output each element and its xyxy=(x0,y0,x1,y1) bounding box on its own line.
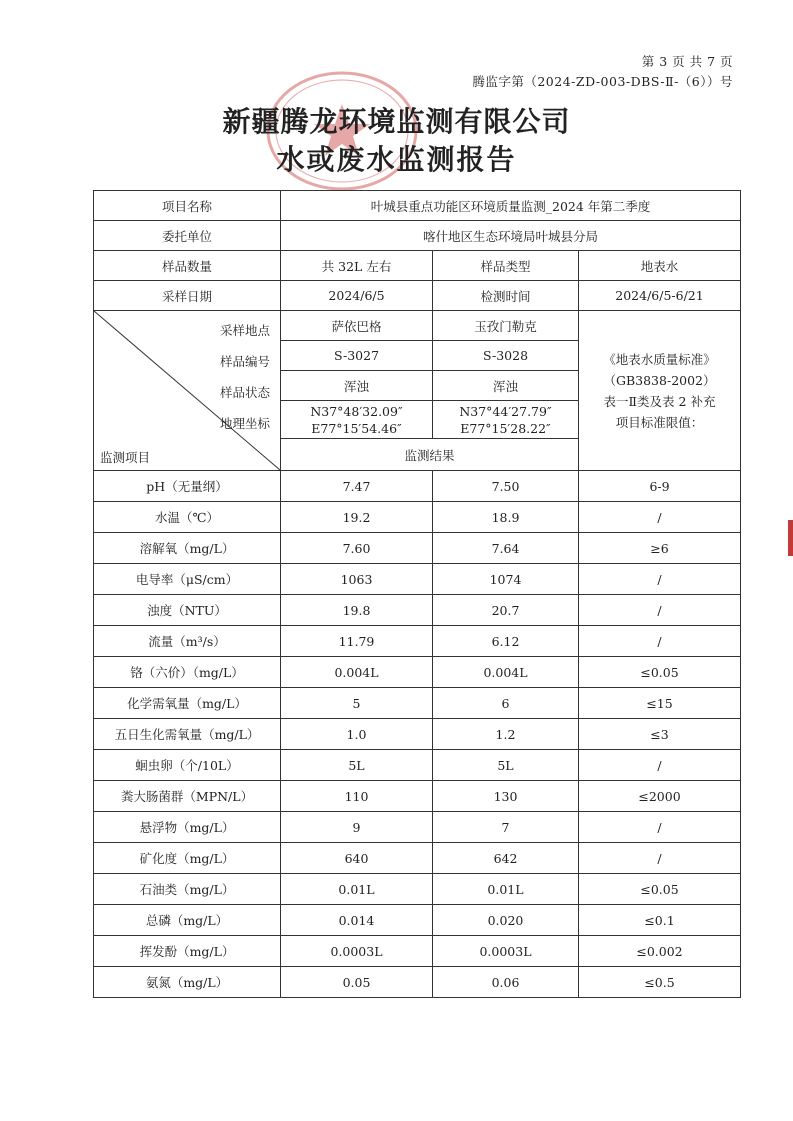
coordinate-label: 地理坐标 xyxy=(219,416,270,431)
site1-result: 0.0003L xyxy=(281,936,433,967)
result-item: 溶解氧（mg/L） xyxy=(94,533,281,564)
result-item: 五日生化需氧量（mg/L） xyxy=(94,719,281,750)
result-item: 氨氮（mg/L） xyxy=(94,967,281,998)
sampling-date-label: 采样日期 xyxy=(94,281,281,311)
site2-result: 7.50 xyxy=(433,471,579,502)
site2-result: 20.7 xyxy=(433,595,579,626)
standard-limit: ≤3 xyxy=(579,719,741,750)
result-row xyxy=(94,502,741,533)
standard-limit: / xyxy=(579,502,741,533)
result-item: 悬浮物（mg/L） xyxy=(94,812,281,843)
standard-limit: / xyxy=(579,564,741,595)
report-number: 腾监字第（2024-ZD-003-DBS-Ⅱ-（6））号 xyxy=(472,74,733,89)
site2-state: 浑浊 xyxy=(433,371,579,401)
standard-limit: / xyxy=(579,812,741,843)
sample-count-row xyxy=(94,251,741,281)
result-row xyxy=(94,533,741,564)
client-row xyxy=(94,221,741,251)
site1-lon: E77°15′54.46″ xyxy=(311,420,402,436)
site2-result: 6 xyxy=(433,688,579,719)
site1-result: 0.014 xyxy=(281,905,433,936)
monitor-item-label: 监测项目 xyxy=(100,450,151,465)
standard-line-1: 《地表水质量标准》 xyxy=(603,351,716,367)
diagonal-header-cell xyxy=(94,311,281,471)
site1-coordinates xyxy=(281,401,433,439)
site2-result: 1074 xyxy=(433,564,579,595)
result-item: 化学需氧量（mg/L） xyxy=(94,688,281,719)
project-row xyxy=(94,191,741,221)
sample-type-value: 地表水 xyxy=(579,251,741,281)
sampling-date-value: 2024/6/5 xyxy=(281,281,433,311)
test-time-value: 2024/6/5-6/21 xyxy=(579,281,741,311)
site1-result: 5 xyxy=(281,688,433,719)
site1-result: 640 xyxy=(281,843,433,874)
site1-lat: N37°48′32.09″ xyxy=(310,403,403,419)
result-item: 挥发酚（mg/L） xyxy=(94,936,281,967)
result-item: 浊度（NTU） xyxy=(94,595,281,626)
result-row xyxy=(94,595,741,626)
sample-count-value: 共 32L 左右 xyxy=(281,251,433,281)
standard-line-2: （GB3838-2002） xyxy=(603,372,716,388)
site2-result: 7.64 xyxy=(433,533,579,564)
result-row xyxy=(94,781,741,812)
result-item: 粪大肠菌群（MPN/L） xyxy=(94,781,281,812)
result-row xyxy=(94,967,741,998)
client-value: 喀什地区生态环境局叶城县分局 xyxy=(281,221,741,251)
site2-coordinates xyxy=(433,401,579,439)
result-item: 总磷（mg/L） xyxy=(94,905,281,936)
location-label: 采样地点 xyxy=(219,323,270,338)
site1-result: 0.05 xyxy=(281,967,433,998)
site2-result: 642 xyxy=(433,843,579,874)
standard-limit: 6-9 xyxy=(579,471,741,502)
standard-limit: / xyxy=(579,595,741,626)
result-item: 石油类（mg/L） xyxy=(94,874,281,905)
standard-limit: ≤0.05 xyxy=(579,874,741,905)
site1-result: 7.60 xyxy=(281,533,433,564)
site2-result: 7 xyxy=(433,812,579,843)
site1-state: 浑浊 xyxy=(281,371,433,401)
site1-location: 萨依巴格 xyxy=(281,311,433,341)
result-row xyxy=(94,657,741,688)
site2-lon: E77°15′28.22″ xyxy=(460,420,551,436)
standard-limit: ≤0.002 xyxy=(579,936,741,967)
site2-lat: N37°44′27.79″ xyxy=(459,403,552,419)
site1-result: 0.01L xyxy=(281,874,433,905)
site1-result: 7.47 xyxy=(281,471,433,502)
site2-id: S-3028 xyxy=(433,341,579,371)
site1-result: 1.0 xyxy=(281,719,433,750)
site1-result: 1063 xyxy=(281,564,433,595)
result-row xyxy=(94,719,741,750)
result-row xyxy=(94,564,741,595)
site2-result: 0.01L xyxy=(433,874,579,905)
result-item: pH（无量纲） xyxy=(94,471,281,502)
result-row xyxy=(94,812,741,843)
site2-result: 0.0003L xyxy=(433,936,579,967)
site1-result: 11.79 xyxy=(281,626,433,657)
site2-result: 0.06 xyxy=(433,967,579,998)
site1-result: 19.2 xyxy=(281,502,433,533)
result-item: 水温（℃） xyxy=(94,502,281,533)
report-table xyxy=(93,190,741,998)
standard-limit: / xyxy=(579,626,741,657)
result-row xyxy=(94,874,741,905)
site2-location: 玉孜门勒克 xyxy=(433,311,579,341)
site-location-row xyxy=(94,311,741,341)
edge-seal-mark xyxy=(788,520,793,556)
result-item: 流量（m³/s） xyxy=(94,626,281,657)
result-row xyxy=(94,688,741,719)
site2-result: 0.020 xyxy=(433,905,579,936)
test-time-label: 检测时间 xyxy=(433,281,579,311)
standard-line-3: 表一Ⅱ类及表 2 补充 xyxy=(603,393,716,409)
standard-limit: ≤0.5 xyxy=(579,967,741,998)
site2-result: 18.9 xyxy=(433,502,579,533)
site1-result: 9 xyxy=(281,812,433,843)
result-row xyxy=(94,843,741,874)
site1-id: S-3027 xyxy=(281,341,433,371)
result-row xyxy=(94,905,741,936)
page-indicator: 第 3 页 共 7 页 xyxy=(641,54,733,69)
result-header: 监测结果 xyxy=(281,439,579,471)
result-item: 矿化度（mg/L） xyxy=(94,843,281,874)
result-row xyxy=(94,626,741,657)
client-label: 委托单位 xyxy=(94,221,281,251)
result-row xyxy=(94,750,741,781)
standard-line-4: 项目标准限值： xyxy=(615,414,704,430)
standard-limit: ≤0.1 xyxy=(579,905,741,936)
result-item: 铬（六价）（mg/L） xyxy=(94,657,281,688)
standard-limit: / xyxy=(579,843,741,874)
sampling-date-row xyxy=(94,281,741,311)
site1-result: 5L xyxy=(281,750,433,781)
result-item: 电导率（μS/cm） xyxy=(94,564,281,595)
standard-limit: ≤0.05 xyxy=(579,657,741,688)
result-item: 蛔虫卵（个/10L） xyxy=(94,750,281,781)
project-value: 叶城县重点功能区环境质量监测_2024 年第二季度 xyxy=(281,191,741,221)
sample-id-label: 样品编号 xyxy=(219,354,270,369)
result-row xyxy=(94,936,741,967)
sample-count-label: 样品数量 xyxy=(94,251,281,281)
standard-cell xyxy=(579,311,741,471)
site1-result: 0.004L xyxy=(281,657,433,688)
site2-result: 1.2 xyxy=(433,719,579,750)
site1-result: 110 xyxy=(281,781,433,812)
site2-result: 5L xyxy=(433,750,579,781)
sample-type-label: 样品类型 xyxy=(433,251,579,281)
page-info xyxy=(472,52,733,92)
report-type-title: 水或废水监测报告 xyxy=(276,143,517,176)
standard-limit: / xyxy=(579,750,741,781)
site2-result: 130 xyxy=(433,781,579,812)
standard-limit: ≥6 xyxy=(579,533,741,564)
company-title: 新疆腾龙环境监测有限公司 xyxy=(222,105,571,138)
standard-limit: ≤2000 xyxy=(579,781,741,812)
result-row xyxy=(94,471,741,502)
site1-result: 19.8 xyxy=(281,595,433,626)
site2-result: 6.12 xyxy=(433,626,579,657)
standard-limit: ≤15 xyxy=(579,688,741,719)
sample-state-label: 样品状态 xyxy=(219,385,270,400)
site2-result: 0.004L xyxy=(433,657,579,688)
project-label: 项目名称 xyxy=(94,191,281,221)
